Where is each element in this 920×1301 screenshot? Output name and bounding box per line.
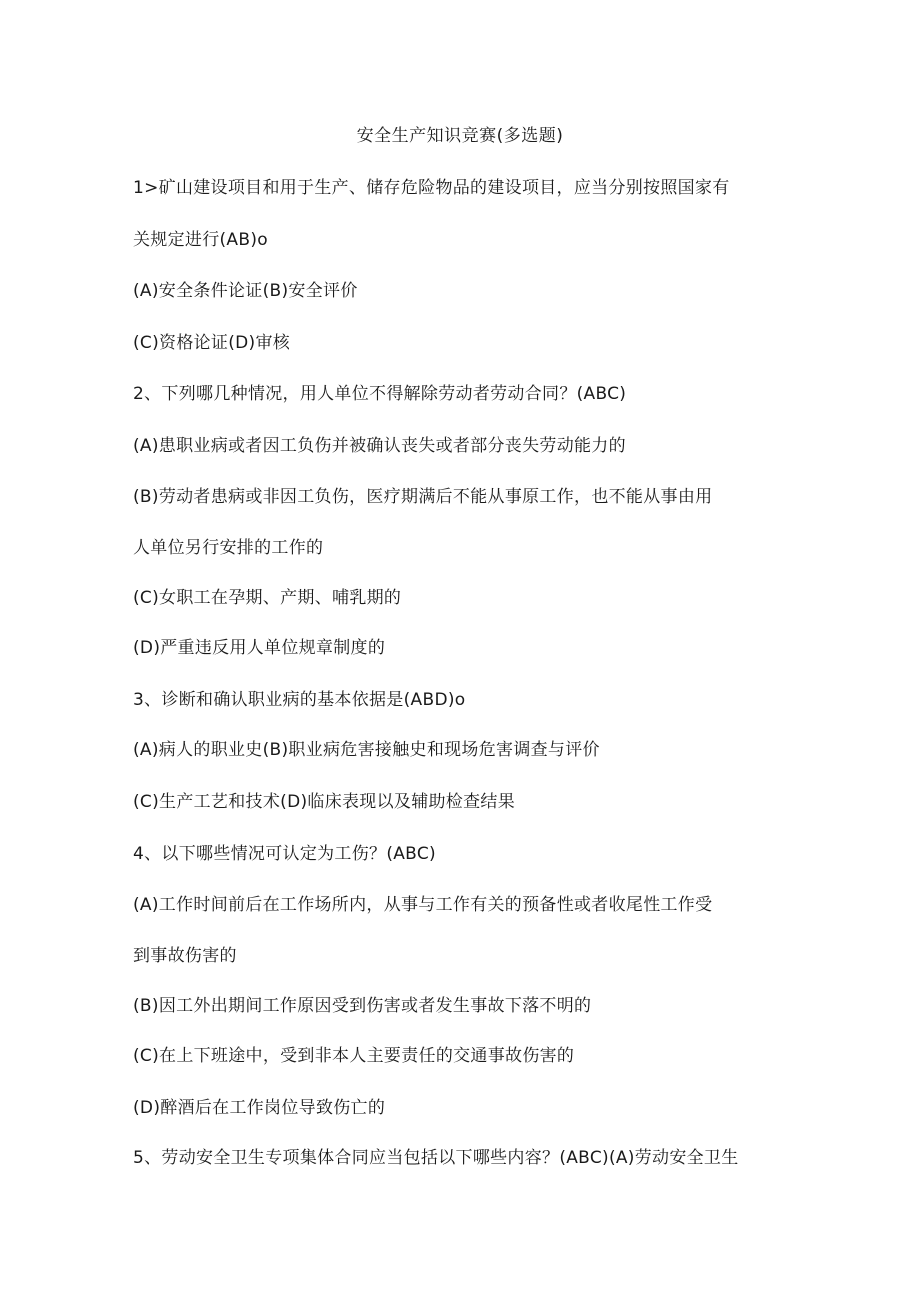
text-line: (A)工作时间前后在工作场所内，从事与工作有关的预备性或者收尾性工作受 (133, 895, 713, 915)
text-line: 1>矿山建设项目和用于生产、储存危险物品的建设项目，应当分别按照国家有 (133, 178, 730, 198)
text-line: (B)劳动者患病或非因工负伤，医疗期满后不能从事原工作，也不能从事由用 (133, 487, 713, 507)
text-line: (C)生产工艺和技术(D)临床表现以及辅助检查结果 (133, 792, 515, 812)
text-line: 5、劳动安全卫生专项集体合同应当包括以下哪些内容？(ABC)(A)劳动安全卫生 (133, 1148, 739, 1168)
text-line: (A)病人的职业史(B)职业病危害接触史和现场危害调查与评价 (133, 740, 600, 760)
text-line: (C)资格论证(D)审核 (133, 333, 291, 353)
text-line: 到事故伤害的 (133, 946, 237, 966)
text-line: 3、诊断和确认职业病的基本依据是(ABD)o (133, 690, 466, 710)
text-line: (A)安全条件论证(B)安全评价 (133, 281, 358, 301)
text-line: 关规定进行(AB)o (133, 230, 268, 250)
text-line: (A)患职业病或者因工负伤并被确认丧失或者部分丧失劳动能力的 (133, 436, 626, 456)
text-line: 人单位另行安排的工作的 (133, 538, 324, 558)
text-line: (C)女职工在孕期、产期、哺乳期的 (133, 588, 402, 608)
text-line: (B)因工外出期间工作原因受到伤害或者发生事故下落不明的 (133, 996, 592, 1016)
text-line: (C)在上下班途中，受到非本人主要责任的交通事故伤害的 (133, 1046, 575, 1066)
text-line: (D)醉酒后在工作岗位导致伤亡的 (133, 1098, 386, 1118)
text-line: 2、下列哪几种情况，用人单位不得解除劳动者劳动合同？(ABC) (133, 384, 627, 404)
text-line: (D)严重违反用人单位规章制度的 (133, 638, 386, 658)
document-title: 安全生产知识竞赛(多选题) (356, 126, 564, 146)
text-line: 4、以下哪些情况可认定为工伤？(ABC) (133, 844, 436, 864)
